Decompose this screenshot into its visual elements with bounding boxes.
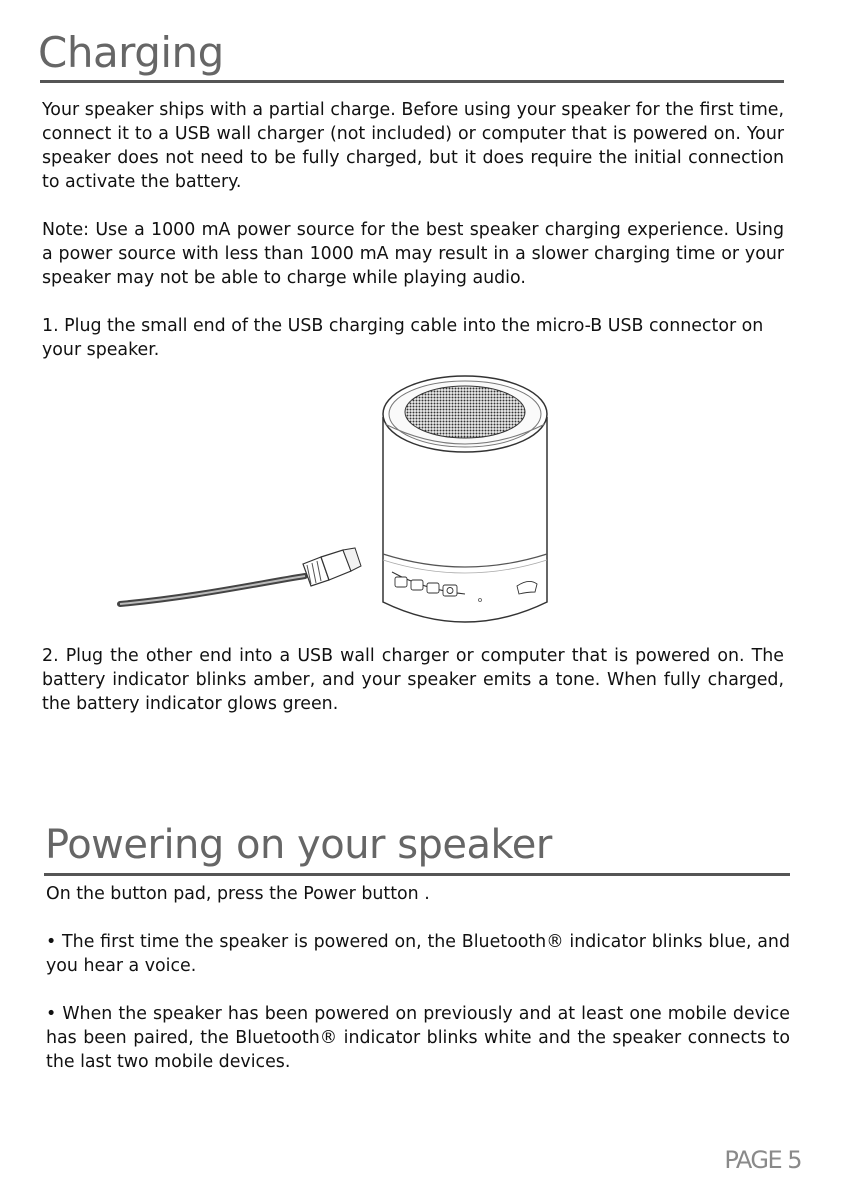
speaker-charging-illustration — [115, 372, 575, 632]
charging-title: Charging — [38, 28, 224, 77]
usb-cable — [120, 548, 361, 604]
charging-note: Note: Use a 1000 mA power source for the best speaker charging experience. Using a power source with less than 1000 mA may result in a slower charging time or your speaker may not be able to charge while playing audio. — [42, 220, 784, 288]
charging-title-rule — [40, 80, 784, 83]
charging-intro: Your speaker ships with a partial charge. Before using your speaker for the first time, connect it to a USB wall charger (not included) or computer that is powered on. Your speaker does not need to be fully charged, but it does require the initial connection to activate the battery. — [42, 100, 784, 192]
powering-title-rule — [44, 873, 790, 876]
powering-bullet-1: • The first time the speaker is powered on, the Bluetooth® indicator blinks blue, and you hear a voice. — [46, 932, 790, 976]
charging-step-1: 1. Plug the small end of the USB charging cable into the micro-B USB connector on your speaker. — [42, 316, 764, 360]
page-number: PAGE 5 — [724, 1146, 801, 1174]
powering-title: Powering on your speaker — [45, 822, 552, 868]
charging-step-2: 2. Plug the other end into a USB wall charger or computer that is powered on. The battery indicator blinks amber, and your speaker emits a tone. When fully charged, the battery indicator glows green. — [42, 646, 784, 714]
powering-intro: On the button pad, press the Power button . — [46, 884, 430, 904]
powering-bullet-2: • When the speaker has been powered on previously and at least one mobile device has been paired, the Bluetooth® indicator blinks white and the speaker connects to the last two mobile devices. — [46, 1004, 790, 1072]
